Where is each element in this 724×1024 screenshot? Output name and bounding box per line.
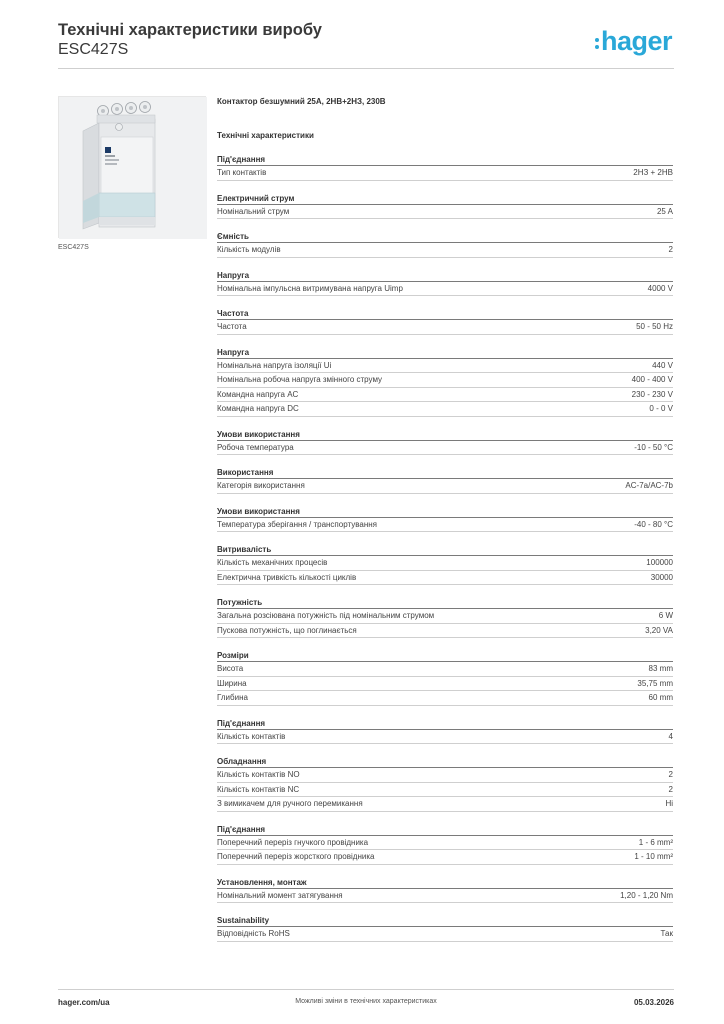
spec-label: Поперечний переріз гнучкого провідника (217, 837, 369, 847)
spec-label: Номінальний струм (217, 206, 290, 216)
spec-value: 50 - 50 Hz (636, 322, 673, 331)
spec-value: 440 V (652, 360, 673, 370)
disclaimer-text: Можливі зміни в технічних характеристиках (295, 998, 437, 1005)
spec-label: Номінальний момент затягування (217, 890, 343, 900)
spec-row (217, 889, 673, 904)
section-heading: Технічні характеристики (217, 131, 314, 140)
spec-group (217, 877, 673, 904)
spec-row (217, 205, 673, 220)
spec-value: Ні (665, 799, 673, 808)
spec-groups (217, 154, 673, 942)
spec-label: Номінальна робоча напруга змінного струму (217, 375, 383, 384)
spec-row (217, 677, 673, 692)
spec-group-title: Ємність (217, 231, 673, 243)
spec-label: Загальна розсіювана потужність під номінальним струмом (217, 611, 435, 620)
spec-row (217, 624, 673, 639)
document-date: 05.03.2026 (633, 998, 674, 1007)
spec-row (217, 797, 673, 812)
spec-label: Номінальна імпульсна витримувана напруга Uimp (217, 283, 403, 293)
spec-row (217, 320, 673, 335)
spec-label: Робоча температура (217, 442, 294, 452)
spec-group (217, 193, 673, 220)
spec-label: Категорія використання (217, 481, 305, 490)
spec-label: Командна напруга DC (217, 404, 299, 413)
spec-row (217, 402, 673, 417)
spec-value: 4 (668, 731, 673, 741)
spec-value: -40 - 80 °C (634, 519, 673, 529)
spec-label: Кількість механічних процесів (217, 558, 328, 567)
spec-value: 3,20 VA (645, 625, 673, 635)
spec-group-title: Електричний струм (217, 193, 673, 205)
spec-group (217, 467, 673, 494)
spec-group (217, 231, 673, 258)
spec-label: Глибина (217, 693, 248, 702)
spec-row (217, 691, 673, 706)
spec-row (217, 388, 673, 403)
spec-group-title: Використання (217, 467, 673, 479)
spec-label: Пускова потужність, що поглинається (217, 625, 357, 635)
spec-value: 1,20 - 1,20 Nm (620, 890, 673, 900)
spec-group (217, 270, 673, 297)
spec-value: 30000 (650, 572, 673, 582)
spec-group (217, 506, 673, 533)
spec-label: Кількість контактів NC (217, 784, 300, 794)
spec-row (217, 282, 673, 297)
spec-group (217, 544, 673, 585)
spec-group (217, 718, 673, 745)
spec-row (217, 556, 673, 571)
spec-group-title: Під'єднання (217, 718, 673, 730)
spec-row (217, 609, 673, 624)
spec-row (217, 518, 673, 533)
spec-label: Відповідність RoHS (217, 929, 290, 938)
spec-value: 1 - 10 mm² (634, 852, 673, 861)
page-header (58, 20, 674, 70)
spec-value: 2НЗ + 2НВ (633, 168, 673, 177)
spec-value: 4000 V (647, 283, 673, 293)
logo-text: hager (600, 26, 672, 56)
spec-label: Командна напруга AC (217, 389, 299, 399)
spec-row (217, 662, 673, 677)
footer-divider (58, 989, 674, 990)
spec-row (217, 730, 673, 745)
spec-group (217, 429, 673, 456)
spec-row (217, 441, 673, 456)
spec-row (217, 243, 673, 258)
page-title: Технічні характеристики виробу (58, 21, 322, 39)
spec-row (217, 373, 673, 388)
spec-value: 6 W (658, 611, 673, 620)
spec-row (217, 927, 673, 942)
spec-content (217, 96, 673, 942)
hager-logo[interactable] (595, 28, 672, 55)
spec-label: Ширина (217, 678, 247, 688)
spec-label: Номінальна напруга ізоляції Ui (217, 360, 332, 370)
spec-value: 35,75 mm (637, 678, 673, 688)
spec-value: 230 - 230 V (631, 389, 673, 399)
product-code: ESC427S (58, 41, 129, 58)
spec-group (217, 650, 673, 706)
spec-group-title: Sustainability (217, 915, 673, 927)
spec-row (217, 850, 673, 865)
spec-group (217, 597, 673, 638)
spec-value: 0 - 0 V (649, 404, 673, 413)
spec-value: AC-7a/AC-7b (625, 481, 673, 490)
spec-value: 2 (668, 770, 673, 779)
spec-row (217, 836, 673, 851)
spec-value: -10 - 50 °C (634, 442, 673, 452)
spec-group-title: Витривалість (217, 544, 673, 556)
spec-group (217, 824, 673, 865)
spec-value: 100000 (646, 558, 673, 567)
spec-group-title: Напруга (217, 347, 673, 359)
spec-group-title: Умови використання (217, 506, 673, 518)
spec-group-title: Напруга (217, 270, 673, 282)
spec-group-title: Розміри (217, 650, 673, 662)
spec-row (217, 479, 673, 494)
spec-group (217, 915, 673, 942)
spec-value: 400 - 400 V (631, 375, 673, 384)
spec-row (217, 768, 673, 783)
product-image (58, 96, 206, 238)
product-image-caption: ESC427S (58, 244, 89, 251)
spec-value: Так (660, 929, 673, 938)
spec-value: 60 mm (648, 693, 673, 702)
spec-label: Поперечний переріз жорсткого провідника (217, 852, 375, 861)
spec-label: Кількість модулів (217, 245, 281, 254)
spec-label: Кількість контактів (217, 731, 286, 741)
spec-value: 83 mm (648, 664, 673, 673)
spec-value: 2 (668, 245, 673, 254)
spec-label: Електрична тривкість кількості циклів (217, 572, 357, 582)
spec-value: 1 - 6 mm² (638, 837, 673, 847)
website-link[interactable]: hager.com/ua (58, 998, 110, 1007)
spec-value: 2 (668, 784, 673, 794)
spec-group-title: Установлення, монтаж (217, 877, 673, 889)
spec-group-title: Обладнання (217, 756, 673, 768)
spec-label: З вимикачем для ручного перемикання (217, 799, 363, 808)
spec-label: Кількість контактів NO (217, 770, 300, 779)
spec-label: Висота (217, 664, 244, 673)
spec-group (217, 347, 673, 417)
spec-group (217, 756, 673, 812)
spec-row (217, 166, 673, 181)
spec-row (217, 783, 673, 798)
spec-group-title: Під'єднання (217, 154, 673, 166)
spec-row (217, 359, 673, 374)
spec-label: Температура зберігання / транспортування (217, 519, 378, 529)
spec-group-title: Під'єднання (217, 824, 673, 836)
logo-dots-icon (595, 38, 599, 49)
spec-row (217, 571, 673, 586)
spec-label: Частота (217, 322, 247, 331)
product-name: Контактор безшумний 25А, 2НВ+2НЗ, 230В (217, 97, 386, 106)
spec-group (217, 154, 673, 181)
contactor-image (59, 97, 207, 239)
spec-value: 25 A (656, 206, 673, 216)
header-divider (58, 68, 674, 69)
spec-group-title: Потужність (217, 597, 673, 609)
spec-group-title: Умови використання (217, 429, 673, 441)
spec-group (217, 308, 673, 335)
spec-group-title: Частота (217, 308, 673, 320)
spec-label: Тип контактів (217, 168, 267, 177)
